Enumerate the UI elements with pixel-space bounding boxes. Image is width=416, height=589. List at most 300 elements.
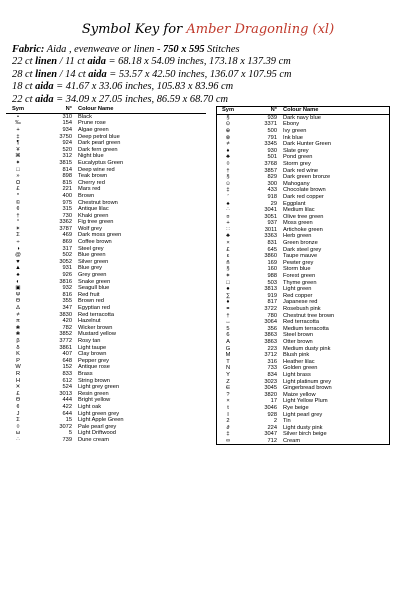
row-colour-name: Dune cream (78, 436, 109, 443)
table-row (6, 193, 206, 200)
row-colour-name: Ebony (283, 121, 300, 128)
row-symbol: § (226, 114, 230, 121)
row-symbol: ⊕ (225, 127, 231, 134)
row-symbol: ❀ (15, 324, 21, 331)
row-symbol: © (15, 199, 21, 206)
row-number: 444 (62, 397, 72, 404)
table-row (217, 438, 389, 445)
row-symbol: J (16, 410, 20, 417)
row-colour-name: Medium terracotta (283, 325, 329, 332)
row-number: 3863 (264, 338, 277, 345)
row-colour-name: Light dusty pink (283, 424, 323, 431)
row-symbol: £ (226, 246, 230, 253)
row-colour-name: Olive tree green (283, 213, 324, 220)
row-symbol: • (17, 113, 19, 120)
row-number: 648 (62, 357, 72, 364)
table-row (6, 252, 206, 259)
row-symbol: ° (16, 219, 20, 226)
row-symbol: P (16, 357, 20, 364)
row-number: 918 (267, 193, 277, 200)
row-colour-name: Dark green bronze (283, 174, 331, 181)
row-colour-name: Gingerbread brown (283, 385, 332, 392)
row-number: 2 (273, 418, 277, 425)
table-row (6, 338, 206, 345)
row-colour-name: Dark navy blue (283, 114, 321, 121)
row-symbol: W (15, 364, 21, 371)
row-number: 930 (267, 147, 277, 154)
table-row (217, 280, 389, 287)
row-symbol: § (226, 266, 230, 273)
row-colour-name: Snake green (78, 278, 111, 285)
row-colour-name: Coffee brown (78, 239, 112, 246)
table-row (6, 272, 206, 279)
row-symbol: ◑ (16, 245, 20, 252)
row-symbol: ∆ (16, 305, 20, 312)
row-number: 782 (62, 324, 72, 331)
table-row (217, 293, 389, 300)
row-symbol: T (226, 358, 230, 365)
row-symbol: ✕ (15, 384, 21, 391)
table-row (6, 371, 206, 378)
row-symbol: ε (226, 253, 230, 260)
row-colour-name: Eucalyptus Green (78, 159, 124, 166)
row-symbol: ✶ (225, 273, 231, 280)
row-number: 817 (267, 299, 277, 306)
row-symbol: × (226, 398, 230, 405)
row-symbol: 6 (226, 332, 230, 339)
row-number: 831 (267, 240, 277, 247)
table-row (6, 246, 206, 253)
row-number: 3047 (264, 431, 277, 438)
row-number: 919 (267, 292, 277, 299)
row-number: 160 (267, 266, 277, 273)
table-row (217, 332, 389, 339)
row-symbol: ‡ (226, 431, 230, 438)
row-colour-name: Steel brown (283, 332, 314, 339)
row-symbol: ♦ (226, 147, 230, 154)
table-row (6, 351, 206, 358)
table-row (6, 430, 206, 437)
row-symbol: R (15, 370, 21, 377)
row-number: 221 (62, 186, 72, 193)
row-symbol: ☺ (225, 180, 231, 187)
table-row (6, 437, 206, 444)
row-colour-name: Light green grey (78, 410, 120, 417)
table-row (6, 391, 206, 398)
row-number: 3052 (59, 258, 72, 265)
row-colour-name: Teak brown (78, 173, 108, 180)
table-row (6, 364, 206, 371)
row-symbol: Θ (15, 397, 21, 404)
row-symbol: ÷ (16, 239, 20, 246)
row-number: 500 (267, 127, 277, 134)
row-colour-name: Light platinum grey (283, 378, 332, 385)
table-row (217, 365, 389, 372)
table-row (6, 378, 206, 385)
row-colour-name: Dark moss green (78, 232, 122, 239)
spec-line-22ct-linen: 22 ct linen / 11 ct aida = 68.18 x 54.09 inches, 173.18 x 137.39 cm (12, 56, 291, 68)
row-number: 816 (62, 291, 72, 298)
table-row (217, 286, 389, 293)
row-number: 3722 (264, 306, 277, 313)
row-colour-name: Slate grey (283, 147, 309, 154)
row-colour-name: Silver green (78, 258, 109, 265)
row-symbol: ¥ (16, 146, 20, 153)
table-row (217, 135, 389, 142)
table-row (217, 359, 389, 366)
row-symbol: § (226, 174, 230, 181)
row-colour-name: Antique lilac (78, 206, 109, 213)
spec-line-18ct-aida: 18 ct aida = 41.67 x 33.06 inches, 105.83 x 83.96 cm (12, 81, 234, 93)
row-number: 3861 (59, 344, 72, 351)
row-symbol: ¢ (16, 206, 20, 213)
row-symbol: π (16, 318, 20, 325)
row-colour-name: Bright yellow (78, 397, 111, 404)
table-row (217, 207, 389, 214)
table-header (217, 107, 389, 115)
row-symbol: ♣ (226, 233, 230, 240)
row-symbol: @ (15, 252, 21, 259)
row-number: 315 (62, 206, 72, 213)
row-number: 300 (267, 180, 277, 187)
row-symbol: + (16, 126, 20, 133)
row-number: 612 (62, 377, 72, 384)
row-number: 3345 (264, 141, 277, 148)
row-colour-name: Golden green (283, 365, 318, 372)
table-row (6, 424, 206, 431)
row-number: 29 (270, 200, 277, 207)
table-row (6, 226, 206, 233)
table-row (6, 153, 206, 160)
row-number: 3768 (264, 160, 277, 167)
row-symbol: A (226, 338, 230, 345)
row-number: 3816 (59, 278, 72, 285)
table-row (217, 148, 389, 155)
table-row (6, 318, 206, 325)
row-number: 3013 (59, 390, 72, 397)
table-row (6, 206, 206, 213)
row-symbol: Θ (15, 298, 21, 305)
header-sym: Sym (221, 107, 234, 113)
row-number: 3712 (264, 352, 277, 359)
table-row (217, 319, 389, 326)
table-row (6, 305, 206, 312)
row-symbol: ⊙ (225, 121, 231, 128)
row-colour-name: Dark pearl green (78, 140, 121, 147)
row-symbol: ∞ (225, 437, 231, 444)
row-number: 224 (267, 424, 277, 431)
fabric-specs (12, 44, 410, 106)
row-colour-name: Ivy green (283, 127, 307, 134)
row-number: 833 (62, 370, 72, 377)
row-colour-name: Khaki green (78, 212, 109, 219)
row-symbol: ‰ (15, 120, 21, 127)
row-colour-name: Clay brown (78, 351, 107, 358)
row-colour-name: Forest green (283, 273, 316, 280)
row-colour-name: Light Apple Green (78, 417, 124, 424)
row-symbol: £ (16, 186, 20, 193)
row-number: 791 (267, 134, 277, 141)
header-num: N° (65, 106, 72, 112)
row-colour-name: Rosy tan (78, 337, 101, 344)
row-symbol: ◊ (226, 160, 230, 167)
table-row (6, 325, 206, 332)
table-row (6, 404, 206, 411)
row-colour-name: Chestnut tree brown (283, 312, 335, 319)
row-symbol: ✦ (15, 159, 21, 166)
row-colour-name: Tin (283, 418, 291, 425)
row-number: 317 (62, 245, 72, 252)
row-colour-name: Dark red copper (283, 193, 324, 200)
row-colour-name: Mahogany (283, 180, 310, 187)
row-colour-name: Moss green (283, 220, 313, 227)
table-row (217, 306, 389, 313)
row-symbol: ∂ (226, 424, 230, 431)
row-colour-name: Light Yellow Plum (283, 398, 328, 405)
table-row (217, 260, 389, 267)
title-prefix: Symbol Key for (81, 22, 187, 37)
table-row (6, 345, 206, 352)
row-symbol: ♠ (16, 272, 20, 279)
row-number: 931 (62, 265, 72, 272)
row-colour-name: Steel grey (78, 245, 104, 252)
table-header (6, 106, 206, 114)
row-colour-name: Night blue (78, 153, 104, 160)
row-colour-name: Chocolate brown (283, 187, 326, 194)
row-colour-name: Pond green (283, 154, 313, 161)
row-number: 780 (267, 312, 277, 319)
row-symbol: ⚭ (225, 306, 231, 313)
row-number: 932 (62, 285, 72, 292)
row-number: 433 (267, 187, 277, 194)
row-number: 520 (62, 146, 72, 153)
row-symbol: Σ (16, 417, 20, 424)
row-number: 926 (62, 272, 72, 279)
table-row (6, 411, 206, 418)
row-colour-name: Egyptian red (78, 305, 110, 312)
row-symbol: ❀ (15, 331, 21, 338)
row-symbol: ◐ (16, 278, 20, 285)
row-number: 3362 (59, 219, 72, 226)
row-colour-name: Rye beige (283, 404, 309, 411)
row-number: 400 (62, 192, 72, 199)
row-number: 939 (267, 114, 277, 121)
table-row (6, 180, 206, 187)
row-colour-name: Thyme green (283, 279, 317, 286)
table-row (217, 372, 389, 379)
table-row (217, 392, 389, 399)
row-number: 3371 (264, 121, 277, 128)
table-row (217, 154, 389, 161)
row-colour-name: Hazelnut (78, 318, 101, 325)
row-number: 422 (62, 403, 72, 410)
row-number: 937 (267, 220, 277, 227)
row-colour-name: Dark red wine (283, 167, 319, 174)
row-colour-name: Dark Hunter Green (283, 141, 332, 148)
row-colour-name: Medium lilac (283, 207, 315, 214)
table-row (217, 299, 389, 306)
table-row (217, 128, 389, 135)
row-number: 3023 (264, 378, 277, 385)
table-row (217, 266, 389, 273)
table-row (217, 240, 389, 247)
table-row (217, 181, 389, 188)
row-number: 169 (267, 259, 277, 266)
table-row (6, 292, 206, 299)
row-symbol: ∑ (225, 292, 231, 299)
row-colour-name: Pale pearl grey (78, 423, 117, 430)
row-colour-name: Grey green (78, 272, 107, 279)
row-colour-name: Maize yellow (283, 391, 316, 398)
spec-line-fabric: Fabric: Aida , evenweave or linen - 750 x 595 Stitches (12, 44, 240, 55)
row-symbol: M (225, 352, 231, 359)
table-row (6, 147, 206, 154)
table-row (6, 173, 206, 180)
row-symbol: * (16, 192, 20, 199)
row-number: 3045 (264, 385, 277, 392)
table-row (6, 265, 206, 272)
row-symbol: δ (16, 344, 20, 351)
row-colour-name: Brown red (78, 298, 104, 305)
row-number: 223 (267, 345, 277, 352)
row-colour-name: Light Driftwood (78, 430, 116, 437)
row-number: 347 (62, 305, 72, 312)
row-number: 829 (267, 174, 277, 181)
row-colour-name: Medium dusty pink (283, 345, 331, 352)
table-row (217, 385, 389, 392)
row-number: 3820 (264, 391, 277, 398)
table-row (217, 346, 389, 353)
row-colour-name: Mustard yellow (78, 331, 116, 338)
row-colour-name: Cherry red (78, 179, 105, 186)
row-symbol: † (226, 312, 230, 319)
row-symbol: ‡ (16, 133, 20, 140)
table-row (6, 358, 206, 365)
row-colour-name: Red terracotta (78, 311, 115, 318)
table-row (217, 273, 389, 280)
table-row (217, 187, 389, 194)
row-colour-name: Taupe mauve (283, 253, 318, 260)
row-colour-name: Fig tree green (78, 219, 114, 226)
table-row (217, 398, 389, 405)
row-colour-name: Storm blue (283, 266, 311, 273)
row-number: 3064 (264, 319, 277, 326)
spec-line-22ct-aida: 22 ct aida = 34.09 x 27.05 inches, 86.59 x 68.70 cm (12, 93, 228, 105)
row-symbol: ‡ (226, 187, 230, 194)
row-number: 5 (68, 430, 72, 437)
row-colour-name: Red terracotta (283, 319, 320, 326)
table-row (217, 379, 389, 386)
row-number: 3051 (264, 213, 277, 220)
row-symbol: ◊ (16, 423, 20, 430)
row-colour-name: String brown (78, 377, 110, 384)
row-symbol: ↔ (225, 319, 231, 326)
table-row (217, 220, 389, 227)
header-num: N° (270, 107, 277, 113)
row-colour-name: Deep wine red (78, 166, 115, 173)
row-number: 3857 (264, 167, 277, 174)
row-symbol: ∴ (226, 207, 230, 214)
row-symbol: ≠ (226, 141, 230, 148)
row-colour-name: Light green (283, 286, 312, 293)
table-row (6, 232, 206, 239)
row-colour-name: Heather lilac (283, 358, 315, 365)
table-row (217, 352, 389, 359)
row-symbol: » (16, 173, 20, 180)
table-row (6, 140, 206, 147)
table-row (217, 412, 389, 419)
table-row (217, 201, 389, 208)
row-number: 3787 (59, 225, 72, 232)
row-colour-name: Antique rose (78, 364, 110, 371)
row-number: 3046 (264, 404, 277, 411)
row-colour-name: Herb green (283, 233, 312, 240)
row-number: 3860 (264, 253, 277, 260)
page-title (0, 22, 416, 37)
row-symbol: ✴ (15, 225, 21, 232)
row-colour-name: Rosebush pink (283, 306, 321, 313)
table-row (217, 214, 389, 221)
row-colour-name: Dark fern green (78, 146, 118, 153)
row-symbol: £ (16, 390, 20, 397)
title-pattern-name: Amber Dragonling (xl) (186, 22, 335, 37)
row-symbol: 5 (226, 325, 230, 332)
row-colour-name: Wolf grey (78, 225, 102, 232)
row-number: 3072 (59, 423, 72, 430)
row-number: 814 (62, 166, 72, 173)
row-colour-name: Chestnut brown (78, 199, 118, 206)
row-colour-name: Brass (78, 370, 93, 377)
table-row (217, 141, 389, 148)
row-number: 3041 (264, 207, 277, 214)
row-symbol: Σ (16, 232, 20, 239)
table-row (6, 127, 206, 134)
row-symbol: ▲ (15, 265, 21, 272)
table-row (6, 285, 206, 292)
table-row (217, 253, 389, 260)
row-number: 712 (267, 437, 277, 444)
row-colour-name: Deep petrol blue (78, 133, 120, 140)
row-symbol: Ψ (15, 291, 21, 298)
row-number: 501 (267, 154, 277, 161)
row-number: 3750 (59, 133, 72, 140)
row-symbol: H (15, 377, 21, 384)
row-number: 3813 (264, 286, 277, 293)
row-number: 869 (62, 239, 72, 246)
row-colour-name: Otter brown (283, 338, 313, 345)
row-number: 898 (62, 173, 72, 180)
row-symbol: ♥ (16, 258, 20, 265)
row-colour-name: Resin green (78, 390, 109, 397)
table-row (217, 326, 389, 333)
row-symbol: † (16, 212, 20, 219)
table-row (217, 418, 389, 425)
symbol-table-left (6, 106, 206, 443)
table-row (6, 312, 206, 319)
row-colour-name: Dark steel grey (283, 246, 322, 253)
row-symbol: ⌘ (15, 153, 21, 160)
row-symbol: ⊗ (225, 134, 231, 141)
row-number: 502 (62, 252, 72, 259)
table-row (217, 168, 389, 175)
row-number: 988 (267, 273, 277, 280)
row-number: 645 (267, 246, 277, 253)
spec-line-28ct-linen: 28 ct linen / 14 ct aida = 53.57 x 42.50 inches, 136.07 x 107.95 cm (12, 68, 292, 80)
row-number: 469 (62, 232, 72, 239)
row-symbol: 2 (226, 418, 230, 425)
row-symbol: Y (226, 371, 230, 378)
table-row (217, 247, 389, 254)
